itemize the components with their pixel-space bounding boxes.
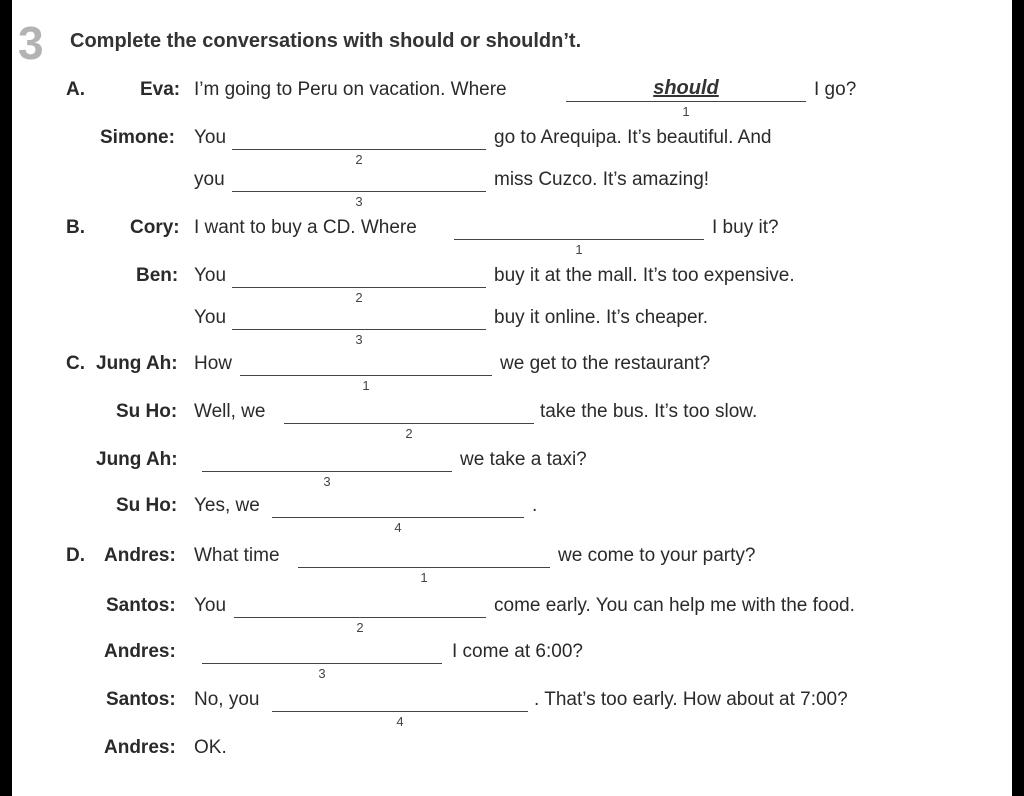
blank-line <box>566 101 806 102</box>
speaker-label: Simone: <box>100 127 175 148</box>
line-text: I buy it? <box>712 217 779 238</box>
line-text: buy it online. It’s cheaper. <box>494 307 709 328</box>
blank-number: 3 <box>323 474 331 489</box>
line-text: we get to the restaurant? <box>500 353 711 374</box>
conv-b-letter: B. <box>66 217 85 238</box>
blank-line <box>298 567 550 568</box>
line-text: I want to buy a CD. Where <box>194 217 417 238</box>
conv-c-line-4 <box>0 494 1024 538</box>
speaker-label: Jung Ah: <box>96 449 178 470</box>
conv-a-line-2 <box>0 126 1024 170</box>
blank-line <box>232 191 486 192</box>
blank-number: 3 <box>355 194 363 209</box>
answer-blank-c3[interactable] <box>202 448 452 492</box>
answer-blank-a2[interactable] <box>232 126 486 170</box>
blank-number: 4 <box>394 520 402 535</box>
conv-b-line-2 <box>0 264 1024 308</box>
conv-a-letter: A. <box>66 79 85 100</box>
blank-number: 2 <box>355 152 363 167</box>
speaker-label: Santos: <box>106 689 176 710</box>
line-text: You <box>194 127 227 148</box>
conv-b-line-3 <box>0 306 1024 350</box>
speaker-label: Andres: <box>104 545 176 566</box>
conv-b-line-1 <box>0 216 1024 260</box>
line-text: No, you <box>194 689 260 710</box>
blank-line <box>232 329 486 330</box>
line-text: You <box>194 595 227 616</box>
filled-answer: should <box>653 77 719 99</box>
answer-blank-c1[interactable] <box>240 352 492 396</box>
blank-number: 1 <box>420 570 428 585</box>
blank-line <box>232 149 486 150</box>
blank-number: 3 <box>318 666 326 681</box>
speaker-label: Jung Ah: <box>96 353 178 374</box>
line-text: we take a taxi? <box>460 449 587 470</box>
blank-line <box>202 471 452 472</box>
blank-line <box>234 617 486 618</box>
line-text: buy it at the mall. It’s too expensive. <box>494 265 795 286</box>
answer-blank-d2[interactable] <box>234 594 486 638</box>
blank-number: 2 <box>356 620 364 635</box>
speaker-label: Cory: <box>130 217 180 238</box>
conv-c-line-3 <box>0 448 1024 492</box>
blank-number: 1 <box>575 242 583 257</box>
conv-c-line-2 <box>0 400 1024 444</box>
conv-d-line-1 <box>0 544 1024 588</box>
answer-blank-b3[interactable] <box>232 306 486 350</box>
line-text: I’m going to Peru on vacation. Where <box>194 79 507 100</box>
line-text: miss Cuzco. It’s amazing! <box>494 169 710 190</box>
line-text: . <box>532 495 538 516</box>
conv-d-line-5 <box>0 736 1024 780</box>
blank-number: 1 <box>682 104 690 119</box>
answer-blank-b1[interactable] <box>454 216 704 260</box>
answer-blank-d1[interactable] <box>298 544 550 588</box>
blank-number: 3 <box>355 332 363 347</box>
exercise-instruction: Complete the conversations with should or shouldn’t. <box>70 30 582 52</box>
line-text: we come to your party? <box>558 545 756 566</box>
line-text: OK. <box>194 737 227 758</box>
answer-blank-d4[interactable] <box>272 688 528 732</box>
speaker-label: Ben: <box>136 265 179 286</box>
answer-blank-a1[interactable] <box>566 78 806 122</box>
blank-line <box>202 663 442 664</box>
speaker-label: Eva: <box>140 79 181 100</box>
line-text: How <box>194 353 233 374</box>
answer-blank-c2[interactable] <box>284 400 534 444</box>
line-text: come early. You can help me with the food. <box>494 595 855 616</box>
line-text: you <box>194 169 225 190</box>
speaker-label: Andres: <box>104 641 176 662</box>
conv-a-line-1 <box>0 78 1024 122</box>
blank-line <box>454 239 704 240</box>
blank-number: 2 <box>355 290 363 305</box>
conv-c-letter: C. <box>66 353 85 374</box>
line-text: Well, we <box>194 401 266 422</box>
speaker-label: Su Ho: <box>116 401 178 422</box>
blank-line <box>240 375 492 376</box>
answer-blank-d3[interactable] <box>202 640 442 684</box>
blank-line <box>232 287 486 288</box>
answer-blank-a3[interactable] <box>232 168 486 212</box>
conv-d-line-3 <box>0 640 1024 684</box>
speaker-label: Santos: <box>106 595 176 616</box>
exercise-number: 3 <box>18 17 44 69</box>
line-text: take the bus. It’s too slow. <box>540 401 758 422</box>
blank-number: 4 <box>396 714 404 729</box>
conv-d-letter: D. <box>66 545 85 566</box>
blank-line <box>284 423 534 424</box>
line-text: I come at 6:00? <box>452 641 583 662</box>
line-text: . That’s too early. How about at 7:00? <box>534 689 848 710</box>
answer-blank-b2[interactable] <box>232 264 486 308</box>
line-text: go to Arequipa. It’s beautiful. And <box>494 127 772 148</box>
blank-number: 2 <box>405 426 413 441</box>
speaker-label: Su Ho: <box>116 495 178 516</box>
line-text: Yes, we <box>194 495 260 516</box>
line-text: You <box>194 265 227 286</box>
line-text: What time <box>194 545 280 566</box>
blank-line <box>272 711 528 712</box>
blank-number: 1 <box>362 378 370 393</box>
conv-d-line-2 <box>0 594 1024 638</box>
conv-a-line-3 <box>0 168 1024 212</box>
line-text: I go? <box>814 79 857 100</box>
conv-d-line-4 <box>0 688 1024 732</box>
blank-line <box>272 517 524 518</box>
speaker-label: Andres: <box>104 737 176 758</box>
answer-blank-c4[interactable] <box>272 494 524 538</box>
line-text: You <box>194 307 227 328</box>
conv-c-line-1 <box>0 352 1024 396</box>
